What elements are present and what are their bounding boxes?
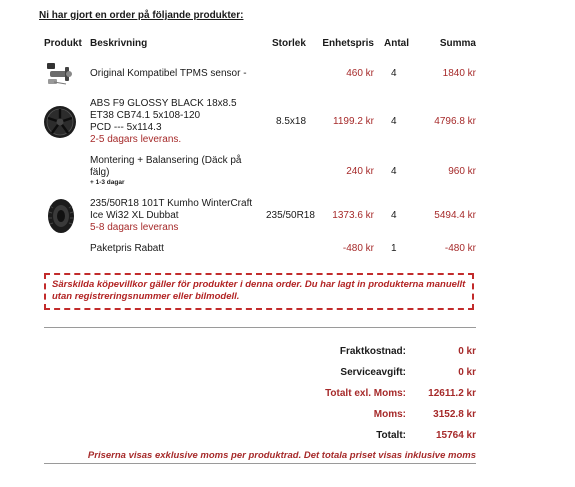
row1-description-line2: ET38 CB74.1 5x108-120 (90, 110, 201, 121)
row0-description: Original Kompatibel TPMS sensor - (90, 68, 247, 79)
col-header-unit-price: Enhetspris (322, 38, 374, 49)
footer-divider (44, 463, 476, 464)
row1-qty: 4 (391, 116, 397, 127)
row3-size: 235/50R18 (266, 210, 315, 221)
row3-qty: 4 (391, 210, 397, 221)
total-excl-vat-value: 12611.2 kr (428, 388, 476, 399)
row4-description: Paketpris Rabatt (90, 243, 164, 254)
row2-unit-price: 240 kr (346, 166, 374, 177)
row2-description-line1: Montering + Balansering (Däck på (90, 155, 242, 166)
vat-label: Moms: (373, 409, 406, 420)
grand-total-value: 15764 kr (435, 430, 476, 441)
col-header-sum: Summa (439, 38, 476, 49)
service-fee-value: 0 kr (458, 367, 476, 378)
row3-unit-price: 1373.6 kr (332, 210, 374, 221)
special-terms-warning: Särskilda köpevillkor gäller för produkter i denna order. Du har lagt in produkterna manuellt utan registreringsnummer eller bilmodell. (44, 273, 474, 310)
shipping-label: Fraktkostnad: (339, 346, 406, 357)
col-header-description: Beskrivning (90, 38, 148, 49)
row3-sum: 5494.4 kr (434, 210, 476, 221)
row1-description-line1: ABS F9 GLOSSY BLACK 18x8.5 (90, 98, 237, 109)
total-excl-vat-label: Totalt exl. Moms: (325, 388, 406, 399)
row3-description-line2: Ice Wi32 XL Dubbat (90, 210, 179, 221)
row2-qty: 4 (391, 166, 397, 177)
row2-sum: 960 kr (448, 166, 476, 177)
row1-size: 8.5x18 (276, 116, 307, 127)
row3-description-line1: 235/50R18 101T Kumho WinterCraft (90, 198, 253, 209)
row1-description-line3: PCD --- 5x114.3 (90, 122, 162, 133)
row4-qty: 1 (391, 243, 397, 254)
tpms-sensor-icon (46, 58, 74, 88)
row0-unit-price: 460 kr (346, 68, 374, 79)
row3-delivery-time: 5-8 dagars leverans (90, 222, 179, 233)
vat-value: 3152.8 kr (433, 409, 476, 420)
row1-unit-price: 1199.2 kr (333, 116, 374, 127)
col-header-product: Produkt (44, 38, 82, 49)
row1-delivery-time: 2-5 dagars leverans. (90, 134, 182, 145)
service-fee-label: Serviceavgift: (340, 367, 406, 378)
vat-footer-note: Priserna visas exklusive moms per produktrad. Det totala priset visas inklusive moms (87, 450, 476, 461)
order-heading: Ni har gjort en order på följande produkter: (39, 10, 244, 21)
totals-divider (44, 327, 476, 328)
winter-tire-icon (47, 198, 75, 234)
black-rim-icon (43, 105, 77, 139)
col-header-size: Storlek (272, 38, 306, 49)
row4-unit-price: -480 kr (342, 243, 374, 254)
shipping-value: 0 kr (458, 346, 476, 357)
col-header-qty: Antal (384, 38, 409, 49)
row0-qty: 4 (391, 68, 397, 79)
row2-description-line2: fälg) (90, 167, 110, 178)
row4-sum: -480 kr (444, 243, 476, 254)
row1-sum: 4796.8 kr (434, 116, 476, 127)
row2-extra-days-note: + 1-3 dagar (90, 179, 125, 186)
row0-sum: 1840 kr (442, 68, 476, 79)
grand-total-label: Totalt: (376, 430, 406, 441)
